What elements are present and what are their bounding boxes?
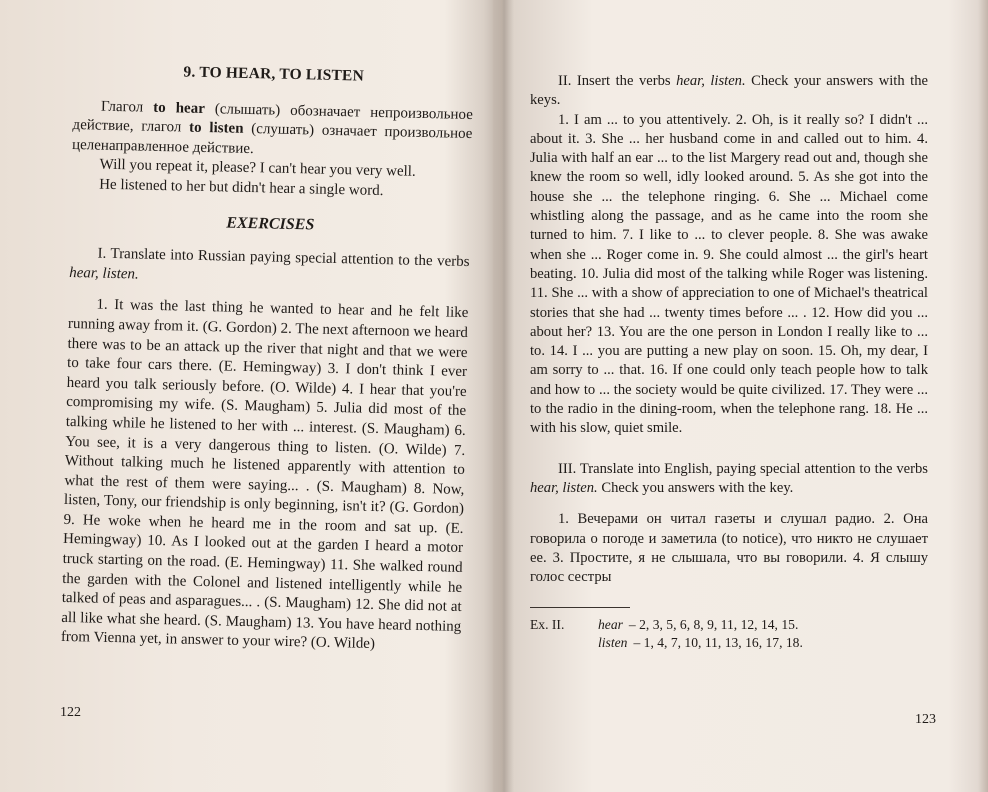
exercises-heading: EXERCISES — [226, 214, 315, 234]
left-page-content — [61, 60, 474, 657]
section-title: 9. TO HEAR, TO LISTEN — [183, 63, 365, 85]
intro-text-1: Глагол — [100, 98, 154, 116]
exercise-2-verbs: hear, listen. — [676, 73, 746, 89]
exercise-2-instruction-text: II. Insert the verbs — [558, 73, 677, 89]
page-number-left: 122 — [60, 705, 81, 720]
exercise-2-instruction — [530, 72, 928, 111]
page-number-right: 123 — [915, 712, 936, 727]
exercise-2-instruction-suffix: Check your answers with the keys. — [530, 73, 928, 109]
exercise-1-instruction-text: I. Translate into Russian paying special attention to the verbs — [97, 245, 470, 271]
intro-paragraph — [72, 97, 473, 165]
exercise-3-instruction-suffix: Check you answers with the key. — [597, 479, 794, 496]
intro-term-hear: to hear — [153, 99, 206, 117]
exercise-2-body: 1. I am ... to you attentively. 2. Oh, is it really so? I didn't ... about it. 3. She ... her husband come in and called out to him. 4. Julia with half an ear ... to the list Margery read out and, though she knew the room so well, idly looked around. 5. As she got into the house she ... the telephone ringing. 6. She ... Michael come whistling along the passage, and as he came into the room she turned to him. 7. I like to ... to clever people. 8. She was awake when she ... Roger come in. 9. She could almost ... the girl's heart beating. 10. Julia did most of the talking while Roger was listening. 11. She ... with a show of appreciation to one of Michael's theatrical stories that she had ... twenty times before ... . 12. How did you ... about her? 13. You are the one person in London I really like to ... to. 14. I ... you are putting a new play on soon. 15. Oh, my dear, I am sorry to ... that. 16. If one could only teach people how to talk and how to ... the society would be quite civilized. 17. They were ... to the radio in the dining-room, when the telephone rang. 18. He ... with his slow, quiet smile. — [530, 111, 928, 437]
exercise-1-verbs: hear, listen. — [68, 264, 139, 283]
right-page-content — [530, 72, 928, 652]
exercise-3-instruction-text: III. Translate into English, paying special attention to the verbs — [558, 460, 928, 477]
example-sentence-2: He listened to her but didn't hear a single word. — [98, 176, 384, 200]
page-edge — [978, 0, 988, 792]
answer-key-listen-values: – 1, 4, 7, 10, 11, 13, 16, 17, 18. — [633, 635, 803, 651]
answer-key-hear-values: – 2, 3, 5, 6, 8, 9, 11, 12, 14, 15. — [628, 617, 799, 633]
right-page — [500, 0, 988, 792]
exercise-3-instruction — [530, 460, 928, 499]
answer-key-hear-row — [530, 616, 928, 634]
intro-term-listen: to listen — [188, 119, 244, 138]
intro-text-2: (слышать) обозначает непроизвольное действие, глагол — [72, 100, 474, 136]
exercise-3-verbs: hear, listen. — [530, 479, 598, 496]
exercise-1-body: 1. It was the last thing he wanted to hear and he felt like running away from it. (G. Gordon) 2. The next afternoon we heard there was to be an attack up the river that night and that we were to take four cars there. (E. Hemingway) 3. I don't think I ever heard you talk seriously before. (O. Wilde) 4. I hear that you're compromising my wife. (S. Maugham) 5. Julia did most of the talking while he listened to her with ... interest. (S. Maugham) 6. You see, it is a very dangerous thing to listen. (O. Wilde) 7. Without talking much he listened apparently with attention to what the rest of them were saying... . (S. Maugham) 8. Now, listen, Tony, our friendship is only beginning, isn't it? (G. Gordon) 9. He woke when he heard me in the room and sat up. (E. Hemingway) 10. As I looked out at the garden I heard a motor truck starting on the road. (E. Hemingway) 11. She walked round the garden with the Colonel and listened intelligently while he talked of peas and asparagues... . (S. Maugham) 12. She did not at all like what she heard. (S. Maugham) 13. You have heard nothing from Vienna yet, in answer to your wire? (O. Wilde) — [60, 296, 469, 653]
answer-key-listen-row — [530, 634, 928, 652]
footnote-divider — [530, 607, 630, 608]
answer-key — [530, 616, 928, 652]
example-sentence-1: Will you repeat it, please? I can't hear you very well. — [99, 156, 416, 181]
answer-key-listen-verb: listen — [598, 635, 628, 651]
answer-key-hear-verb: hear — [598, 617, 623, 633]
exercise-3-body: 1. Вечерами он читал газеты и слушал радио. 2. Она говорила о погоде и заметила (to notice), что никто не слушает ее. 3. Простите, я не слышала, что вы говорили. 4. Я слышу голос сестры — [530, 511, 928, 586]
intro-text-3: (слушать) означает произвольное целенаправленное действие. — [71, 121, 473, 157]
answer-key-label: Ex. II. — [530, 617, 565, 633]
